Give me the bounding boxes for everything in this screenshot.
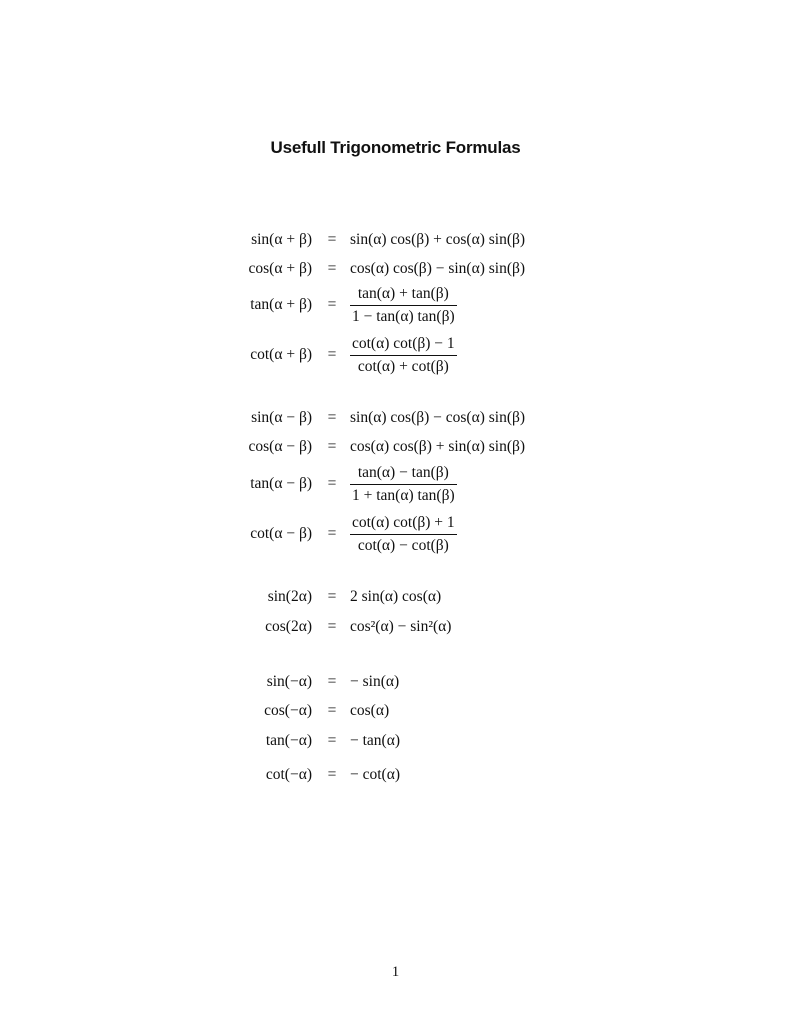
formula-lhs: sin(−α) <box>266 673 312 690</box>
formula-rhs: − sin(α) <box>350 673 400 690</box>
formula-rhs: cos²(α) − sin²(α) <box>350 618 452 635</box>
formula-lhs: cos(α − β) <box>248 438 312 455</box>
formula-lhs: cot(−α) <box>265 766 312 783</box>
equals-sign: = <box>327 618 337 635</box>
equals-sign: = <box>327 525 337 542</box>
formula-rhs: − cot(α) <box>350 766 400 783</box>
fraction-numerator: tan(α) − tan(β) <box>357 464 449 481</box>
equals-sign: = <box>327 673 337 690</box>
fraction <box>350 514 457 555</box>
formula-rhs: − tan(α) <box>350 732 400 749</box>
fraction <box>350 285 457 326</box>
fraction-numerator: tan(α) + tan(β) <box>357 285 449 302</box>
fraction <box>350 335 457 376</box>
equals-sign: = <box>327 766 337 783</box>
equals-sign: = <box>327 732 337 749</box>
formula-lhs: cot(α + β) <box>250 346 312 363</box>
page-number: 1 <box>391 964 400 980</box>
formula-lhs: tan(−α) <box>265 732 312 749</box>
formula-lhs: cos(α + β) <box>248 260 312 277</box>
formula-lhs: cos(2α) <box>265 618 312 635</box>
formula-rhs: cos(α) cos(β) − sin(α) sin(β) <box>350 260 526 277</box>
fraction-numerator: cot(α) cot(β) + 1 <box>352 514 455 531</box>
equals-sign: = <box>327 588 337 605</box>
equals-sign: = <box>327 346 337 363</box>
equals-sign: = <box>327 475 337 492</box>
equals-sign: = <box>327 409 337 426</box>
formula-rhs: sin(α) cos(β) − cos(α) sin(β) <box>350 409 526 426</box>
page-title: Usefull Trigonometric Formulas <box>270 138 521 157</box>
formula-rhs: cos(α) cos(β) + sin(α) sin(β) <box>350 438 526 455</box>
formula-lhs: sin(α + β) <box>251 231 312 248</box>
formula-lhs: sin(2α) <box>267 588 312 605</box>
formula-lhs: tan(α − β) <box>250 475 312 492</box>
formula-rhs: sin(α) cos(β) + cos(α) sin(β) <box>350 231 526 248</box>
formula-rhs: cos(α) <box>350 702 390 719</box>
fraction-denominator: 1 + tan(α) tan(β) <box>352 487 455 504</box>
fraction-denominator: 1 − tan(α) tan(β) <box>352 308 455 325</box>
equals-sign: = <box>327 438 337 455</box>
formula-lhs: cos(−α) <box>264 702 312 719</box>
equals-sign: = <box>327 260 337 277</box>
fraction <box>350 464 457 505</box>
formula-lhs: tan(α + β) <box>250 296 312 313</box>
fraction-denominator: cot(α) + cot(β) <box>357 358 449 375</box>
equals-sign: = <box>327 702 337 719</box>
formula-lhs: cot(α − β) <box>250 525 312 542</box>
formula-rhs: 2 sin(α) cos(α) <box>350 588 442 605</box>
equals-sign: = <box>327 296 337 313</box>
fraction-denominator: cot(α) − cot(β) <box>357 537 449 554</box>
equals-sign: = <box>327 231 337 248</box>
fraction-numerator: cot(α) cot(β) − 1 <box>352 335 455 352</box>
formula-lhs: sin(α − β) <box>251 409 312 426</box>
